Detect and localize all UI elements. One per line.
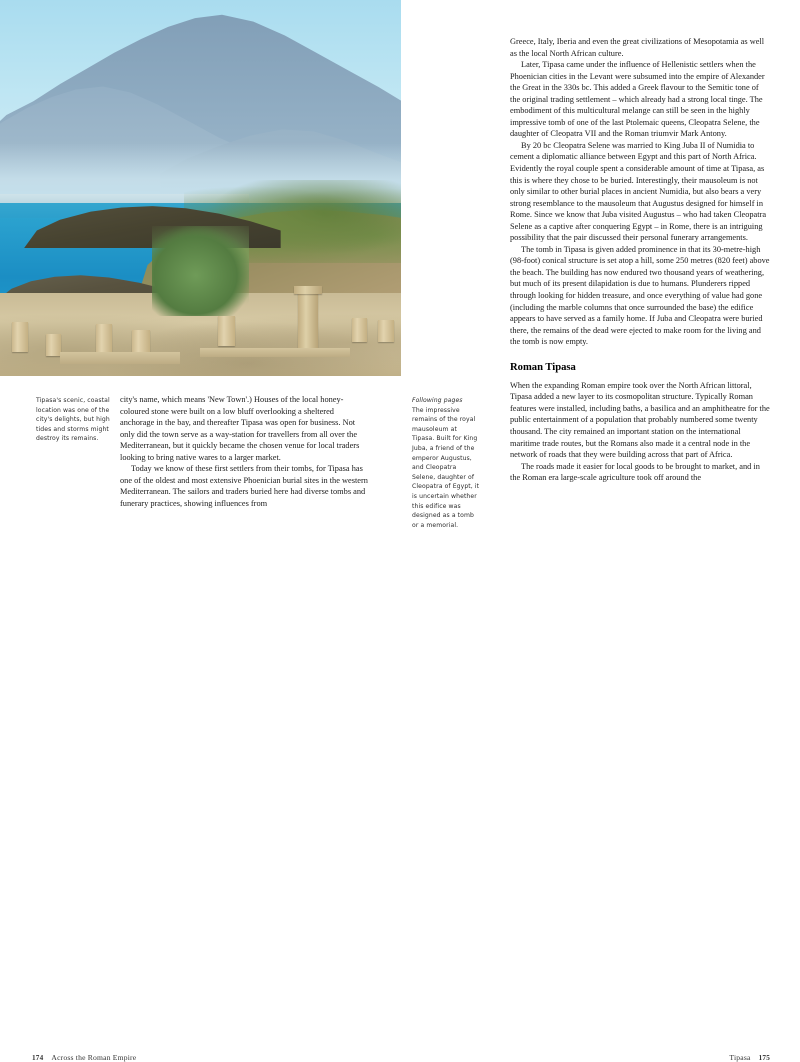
left-text-column	[120, 394, 370, 509]
paragraph: city's name, which means 'New Town'.) Houses of the local honey-coloured stone were built on a low bluff overlooking a sheltered anchorage in the bay, and thereafter Tipasa was open for business. Not only did the town serve as a way-station for travellers from all over the Mediterranean, but it quickly became the chosen venue for local traders looking to bring native wares to a larger market.	[120, 395, 360, 462]
ruined-wall-low	[60, 352, 180, 364]
stone-column-block-d	[96, 324, 112, 352]
photo-caption-following-pages	[412, 396, 480, 530]
paragraph: The roads made it easier for local goods to be brought to market, and in the Roman era large-scale agriculture took off around the	[510, 461, 760, 483]
caption-following-pages-text: The impressive remains of the royal mausoleum at Tipasa. Built for King Juba, a friend of the emperor Augustus, and Cleopatra Selene, daughter of Cleopatra of Egypt, it is uncertain whether this edifice was designed as a tomb or a memorial.	[412, 406, 480, 529]
caption-lead-label: Following pages	[412, 397, 463, 404]
stone-column-block-g	[46, 334, 61, 356]
stone-column-block-c	[378, 320, 394, 342]
paragraph: When the expanding Roman empire took over the North African littoral, Tipasa added a new layer to its cosmopolitan structure. Typically Roman features were installed, including baths, a basilica and an amphitheatre for the public entertainment of a population that probably numbered some twenty thousand. The city remained an important station on the international maritime trade routes, but the Romans also made it a central node in the network of roads that they were building across that part of Africa.	[510, 380, 770, 460]
folio-left	[32, 1053, 136, 1062]
photo-caption-left-text: Tipasa's scenic, coastal location was one of the city's delights, but high tides and storms might destroy its remains.	[36, 397, 110, 443]
paragraph: The tomb in Tipasa is given added prominence in that its 30-metre-high (98-foot) conical structure is set atop a hill, some 250 metres (820 feet) above the beach. The building has now endured two thousand years of weathering, but much of its present dilapidation is due to humans. Plunderers ripped through looking for hidden treasure, and once everything of value had gone (including the marble columns that once surrounded the base) the edifice appears to have served as a family home. If Juba and Cleopatra were buried there, the remains of the dead were ejected to make room for the living and the tomb is now empty.	[510, 244, 770, 347]
paragraph: Greece, Italy, Iberia and even the great civilizations of Mesopotamia as well as the local North African culture.	[510, 37, 765, 58]
running-head-right: Tipasa	[729, 1053, 751, 1062]
page-footer	[0, 525, 800, 1062]
stone-column-block-f	[12, 322, 28, 352]
paragraph: Today we know of these first settlers from their tombs, for Tipasa has one of the oldest and most extensive Phoenician burial sites in the western Mediterranean. The sailors and traders buried here had diverse tombs and funerary practices, showing influences from	[120, 464, 368, 508]
stone-column-tall	[298, 292, 318, 348]
stone-column-block-a	[218, 316, 235, 346]
heading-spacer	[510, 348, 770, 361]
page-number-right: 175	[758, 1054, 770, 1062]
paragraph: Later, Tipasa came under the influence of Hellenistic settlers when the Phoenician cities in the Levant were subsumed into the empire of Alexander the Great in the 330s bc. This added a Greek flavour to the Semitic tone of the original trading settlement – which already had a strong local tinge. The embodiment of this multicultural melange can still be seen in the highly impressive tomb of one of the last Ptolemaic queens, Cleopatra Selene, the daughter of Cleopatra VII and the Roman triumvir Mark Antony.	[510, 60, 765, 139]
stone-column-capital	[294, 286, 322, 294]
page-number-left: 174	[32, 1054, 44, 1062]
olive-tree	[152, 226, 248, 316]
stone-column-block-b	[352, 318, 367, 342]
paragraph: By 20 bc Cleopatra Selene was married to King Juba II of Numidia to cement a diplomatic alliance between Egypt and this part of North Africa. Evidently the royal couple spent a considerable amount of time at Tipasa, as this is where they chose to be buried. Interestingly, their mausoleum is not only similar to other burial places in ancient Numidia, but also bears a very strong resemblance to the mausoleum that Augustus designed for himself in Rome. Since we know that Juba visited Augustus – who had taken Cleopatra Selene as a captive after conquering Egypt – in Rome, there is an intriguing possibility that the pair discussed their personal funerary arrangements.	[510, 140, 767, 243]
ruined-wall-paving	[200, 348, 350, 357]
running-head-left: Across the Roman Empire	[51, 1053, 137, 1062]
folio-right	[729, 1053, 770, 1062]
photo-caption-left	[36, 396, 110, 444]
tipasa-coastal-ruins-photograph	[0, 0, 401, 376]
right-text-column	[510, 36, 770, 484]
section-heading-roman-tipasa: Roman Tipasa	[510, 361, 576, 373]
